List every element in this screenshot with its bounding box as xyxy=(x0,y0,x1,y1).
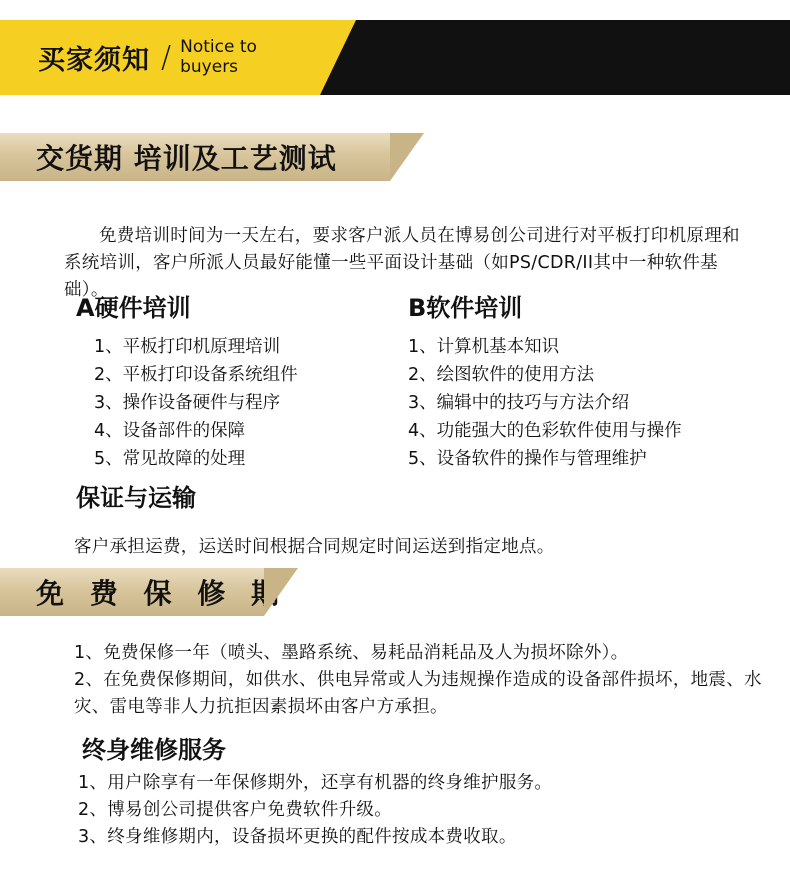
notice-title-separator: / xyxy=(161,40,172,75)
subsection-heading-shipping: 保证与运输 xyxy=(76,484,196,512)
training-column-software-heading: B软件培训 xyxy=(408,294,523,322)
section-heading-delivery-label: 交货期 培训及工艺测试 xyxy=(36,142,337,175)
subsection-heading-lifetime-service: 终身维修服务 xyxy=(82,736,226,764)
list-item: 1、平板打印机原理培训 xyxy=(94,337,281,357)
list-item: 2、绘图软件的使用方法 xyxy=(408,365,595,385)
section-heading-warranty xyxy=(0,568,287,616)
notice-header-banner xyxy=(0,20,790,95)
training-column-hardware-heading: A硬件培训 xyxy=(76,294,191,322)
training-column-hardware-list xyxy=(76,333,396,473)
notice-title-cn: 买家须知 xyxy=(38,45,150,76)
section-heading-warranty-label: 免 费 保 修 期 xyxy=(36,577,287,610)
list-item: 1、免费保修一年（喷头、墨路系统、易耗品消耗品及人为损坏除外）。 xyxy=(74,643,629,663)
notice-title-en-line1: Notice to xyxy=(180,37,257,58)
list-item: 3、操作设备硬件与程序 xyxy=(94,393,281,413)
notice-title-en xyxy=(180,38,257,76)
list-item: 5、设备软件的操作与管理维护 xyxy=(408,449,647,469)
list-item: 4、功能强大的色彩软件使用与操作 xyxy=(408,421,682,441)
delivery-intro-paragraph: 免费培训时间为一天左右，要求客户派人员在博易创公司进行对平板打印机原理和系统培训，客户所派人员最好能懂一些平面设计基础（如PS/CDR/II其中一种软件基础）。 xyxy=(64,225,740,300)
training-column-software-list xyxy=(408,333,768,473)
shipping-paragraph: 客户承担运费，运送时间根据合同规定时间运送到指定地点。 xyxy=(74,536,555,557)
list-item: 3、终身维修期内，设备损坏更换的配件按成本费收取。 xyxy=(78,827,517,848)
training-column-software xyxy=(408,288,768,473)
list-item: 1、计算机基本知识 xyxy=(408,337,560,357)
list-item: 1、用户除享有一年保修期外，还享有机器的终身维护服务。 xyxy=(78,773,553,793)
section-heading-delivery xyxy=(0,133,390,181)
lifetime-service-items xyxy=(78,770,768,851)
warranty-items xyxy=(74,640,764,721)
notice-title-en-line2: buyers xyxy=(180,56,239,77)
list-item: 5、常见故障的处理 xyxy=(94,449,246,469)
list-item: 3、编辑中的技巧与方法介绍 xyxy=(408,393,630,413)
list-item: 2、博易创公司提供客户免费软件升级。 xyxy=(78,800,393,821)
list-item: 2、平板打印设备系统组件 xyxy=(94,365,298,385)
training-column-hardware xyxy=(76,288,396,473)
list-item: 2、在免费保修期间，如供水、供电异常或人为违规操作造成的设备部件损坏，地震、水灾、雷电等非人力抗拒因素损坏由客户方承担。 xyxy=(74,670,762,718)
list-item: 4、设备部件的保障 xyxy=(94,421,246,441)
notice-header-title-block xyxy=(0,20,320,95)
